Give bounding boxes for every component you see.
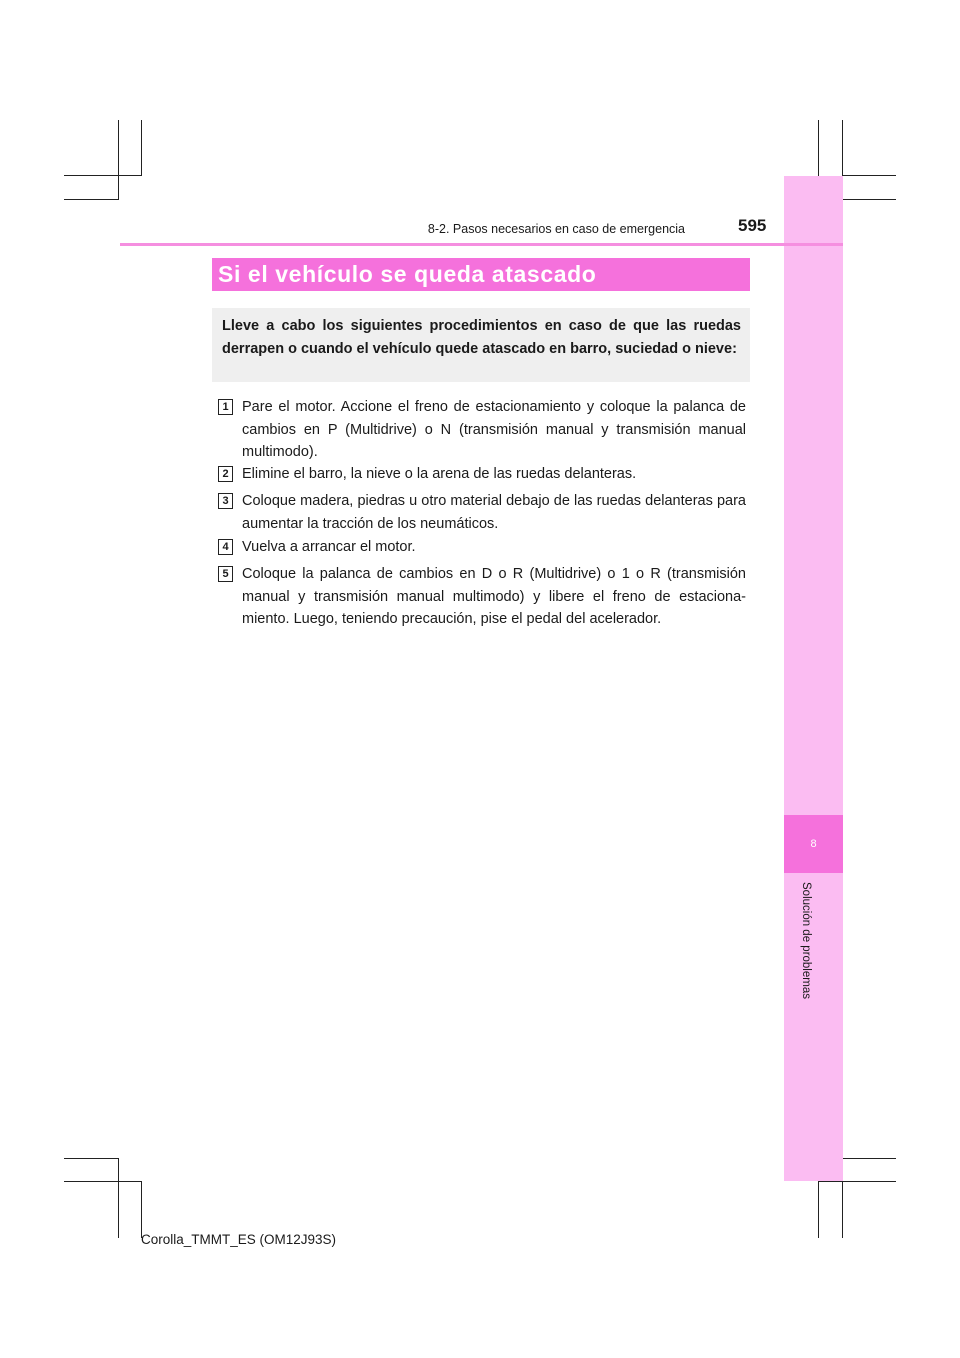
step-item [218,396,746,464]
step-text: Coloque madera, piedras u otro material debajo de las ruedas delanteras para aumentar la tracción de los neumáticos. [242,493,746,532]
step-item [218,490,746,535]
crop-mark [118,1158,119,1238]
chapter-tab [784,815,843,873]
chapter-side-band [784,176,843,1181]
step-item [218,563,746,631]
step-text: Coloque la palanca de cambios en D o R (Multidrive) o 1 o R (transmisión manual y transmisión manual multimodo) y libere el freno de estaciona-miento. Luego, teniendo precaución, pise el pedal del acelerador. [242,566,746,627]
crop-mark [818,1181,819,1238]
intro-box [212,308,750,382]
crop-mark [64,1181,142,1182]
chapter-number: 8 [810,838,817,850]
section-heading: 8-2. Pasos necesarios en caso de emergencia [427,222,685,236]
crop-mark [64,175,142,176]
step-text: Elimine el barro, la nieve o la arena de las ruedas delanteras. [242,466,637,482]
footer-doc-id: Corolla_TMMT_ES (OM12J93S) [141,1232,337,1247]
intro-text: Lleve a cabo los siguientes procedimientos en caso de que las ruedas derrapen o cuando el vehículo quede atascado en barro, suciedad o nieve: [222,318,741,357]
step-number: 4 [218,539,233,555]
crop-mark [842,1158,896,1159]
title-bar [212,258,750,291]
step-number: 2 [218,466,233,482]
crop-mark [64,199,119,200]
step-text: Vuelva a arrancar el motor. [242,539,416,555]
step-number: 3 [218,493,233,509]
chapter-title: Solución de problemas [800,882,812,999]
crop-mark [118,120,119,200]
chapter-label [784,880,843,1020]
step-item [218,536,746,559]
step-item [218,463,746,486]
page-title: Si el vehículo se queda atascado [218,261,597,287]
crop-mark [141,120,142,175]
step-number: 1 [218,399,233,415]
crop-mark [818,1181,896,1182]
step-text: Pare el motor. Accione el freno de estacionamiento y coloque la palanca de cambios en P (Multidrive) o N (transmisión manual y transmisión manual multimodo). [242,399,746,460]
crop-mark [842,175,896,176]
page-number: 595 [738,216,767,235]
header-divider [120,243,843,246]
crop-mark [64,1158,119,1159]
step-number: 5 [218,566,233,582]
crop-mark [141,1181,142,1238]
crop-mark [842,120,843,175]
